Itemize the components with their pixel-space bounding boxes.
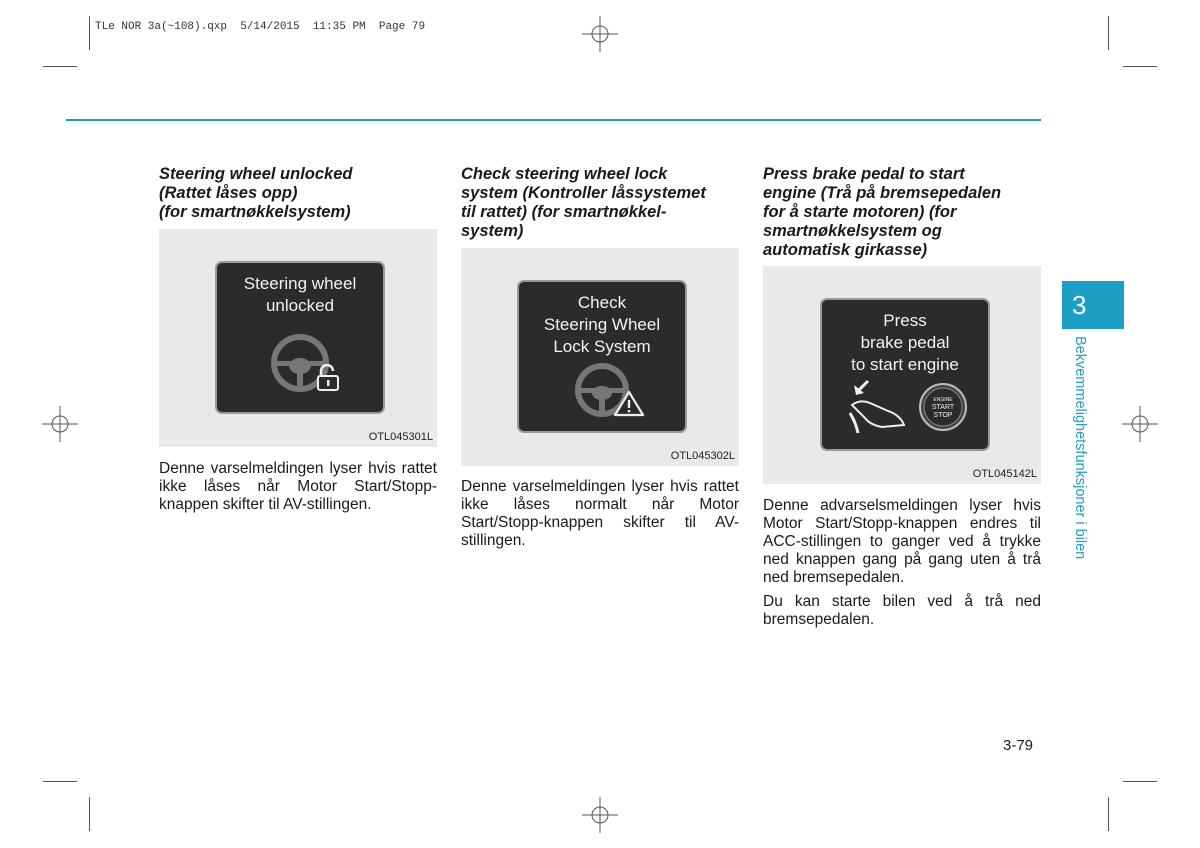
figure-press-brake xyxy=(763,266,1041,484)
figure-code: OTL045302L xyxy=(670,450,735,462)
svg-text:ENGINE: ENGINE xyxy=(933,397,953,403)
paragraph: Denne varselmeldingen lyser hvis rattet ikke låses normalt når Motor Start/Stopp-knappen skifter til AV-stillingen. xyxy=(461,478,739,549)
section-heading: Check steering wheel lock system (Kontroller låssystemet til rattet) (for smartnøkkel- system) xyxy=(461,165,706,240)
section-steering-unlocked xyxy=(159,165,437,222)
registration-mark-icon xyxy=(42,406,78,442)
figure-steering-unlocked xyxy=(159,229,437,447)
registration-mark-icon xyxy=(582,797,618,833)
figure-check-lock-system xyxy=(461,248,739,466)
section-body xyxy=(461,478,739,550)
section-heading: Steering wheel unlocked (Rattet låses opp) (for smartnøkkelsystem) xyxy=(159,165,353,221)
section-heading: Press brake pedal to start engine (Trå på bremsepedalen for å starte motoren) (for smartnøkkelsystem og automatisk girkasse) xyxy=(763,165,1002,259)
registration-mark-icon xyxy=(1122,406,1158,442)
page-number: 3-79 xyxy=(1003,737,1034,754)
cluster-display xyxy=(215,261,385,414)
svg-text:START: START xyxy=(931,404,955,411)
chapter-title: Bekvemmelighetsfunksjoner i bilen xyxy=(1072,336,1088,560)
paragraph: Denne advarselsmeldingen lyser hvis Motor Start/Stopp-knappen endres til ACC-stillingen to ganger ved å trykke ned knappen gang på gang uten å trå ned bremsepedalen. xyxy=(763,497,1041,586)
brake-pedal-icon xyxy=(846,377,914,435)
paragraph: Denne varselmeldingen lyser hvis rattet ikke låses når Motor Start/Stopp-knappen skifter til AV-stillingen. xyxy=(159,460,437,513)
display-message: Steering wheel unlocked xyxy=(243,274,357,315)
svg-text:STOP: STOP xyxy=(933,412,953,419)
header-rule xyxy=(66,119,1041,121)
warning-triangle-icon xyxy=(613,389,645,417)
section-body xyxy=(763,497,1041,629)
display-message: Check Steering Wheel Lock System xyxy=(543,293,661,356)
padlock-open-icon xyxy=(315,364,341,392)
print-header: TLe NOR 3a(~108).qxp 5/14/2015 11:35 PM Page 79 xyxy=(95,21,426,33)
section-press-brake xyxy=(763,165,1041,260)
registration-mark-icon xyxy=(582,16,618,52)
engine-start-stop-button-icon xyxy=(918,382,968,432)
figure-code: OTL045301L xyxy=(368,431,433,443)
cluster-display xyxy=(517,280,687,433)
chapter-tab: 3 xyxy=(1062,281,1124,329)
cluster-display xyxy=(820,298,990,451)
section-check-lock-system xyxy=(461,165,739,241)
section-body xyxy=(159,460,437,514)
figure-code: OTL045142L xyxy=(972,468,1037,480)
display-message: Press brake pedal to start engine xyxy=(851,311,959,374)
paragraph: Du kan starte bilen ved å trå ned bremsepedalen. xyxy=(763,593,1041,628)
